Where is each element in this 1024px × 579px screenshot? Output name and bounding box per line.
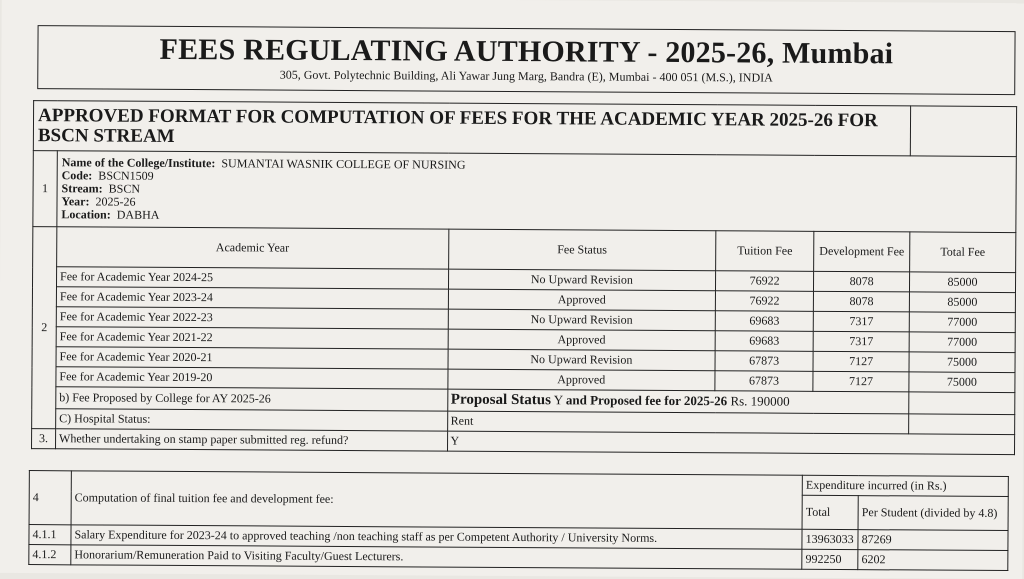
- undertaking-label: Whether undertaking on stamp paper submitted reg. refund?: [55, 429, 447, 451]
- fee-row-status: No Upward Revision: [448, 349, 716, 371]
- hospital-status-value: Rent: [447, 411, 909, 434]
- fee-row-year: Fee for Academic Year 2020-21: [56, 347, 448, 369]
- row-per-student: 6202: [858, 550, 1008, 571]
- computation-table: [28, 470, 1009, 571]
- section-4-number: 4: [29, 471, 71, 525]
- college-info: [57, 151, 1016, 233]
- college-name-value: SUMANTAI WASNIK COLLEGE OF NURSING: [221, 156, 466, 172]
- format-title: APPROVED FORMAT FOR COMPUTATION OF FEES FOR THE ACADEMIC YEAR 2025-26 FOR BSCN STREAM: [33, 101, 910, 156]
- fee-row-development: 7127: [813, 371, 909, 392]
- fee-row-tuition: 76922: [716, 271, 814, 292]
- section-1-number: 1: [33, 151, 57, 227]
- authority-title: FEES REGULATING AUTHORITY - 2025-26, Mumbai: [159, 32, 894, 71]
- fee-row-year: Fee for Academic Year 2021-22: [56, 327, 448, 349]
- total-header: Total: [802, 495, 858, 529]
- row-per-student: 87269: [858, 530, 1008, 551]
- fee-row-development: 8078: [813, 291, 909, 312]
- fee-row-year: Fee for Academic Year 2023-24: [56, 287, 448, 309]
- proposal-status-value: Y: [553, 392, 563, 408]
- fee-format-table: [31, 100, 1017, 455]
- hospital-status-label: C) Hospital Status:: [56, 409, 448, 431]
- fee-row-status: Approved: [448, 289, 716, 311]
- header-total-fee: Total Fee: [910, 232, 1016, 273]
- fee-row-total: 85000: [910, 272, 1016, 293]
- year-label: Year:: [61, 194, 90, 209]
- section-2-number: 2: [32, 227, 57, 429]
- fee-row-development: 7127: [813, 351, 909, 372]
- proposal-status-label: Proposal Status: [450, 391, 552, 409]
- fee-row-status: Approved: [447, 369, 715, 391]
- fee-row-tuition: 69683: [715, 311, 813, 332]
- code-label: Code:: [61, 168, 93, 183]
- fee-row-tuition: 76922: [716, 291, 814, 312]
- fee-row-year: Fee for Academic Year 2019-20: [56, 367, 448, 389]
- stream-value: BSCN: [108, 181, 141, 196]
- proposed-fee-label-text: and Proposed fee for 2025-26: [565, 392, 728, 409]
- fee-row-status: No Upward Revision: [448, 269, 716, 291]
- section-3-number: 3.: [32, 429, 56, 449]
- year-value: 2025-26: [95, 194, 136, 209]
- header-development-fee: Development Fee: [814, 231, 910, 272]
- college-name-label: Name of the College/Institute:: [61, 155, 216, 171]
- fee-row-status: No Upward Revision: [448, 309, 716, 331]
- fee-row-total: 85000: [909, 292, 1015, 313]
- row-label: Honorarium/Remuneration Paid to Visiting Faculty/Guest Lecturers.: [71, 545, 802, 569]
- fee-row-total: 75000: [909, 372, 1015, 393]
- fee-row-development: 7317: [813, 331, 909, 352]
- header-fee-status: Fee Status: [448, 229, 716, 271]
- expenditure-header: Expenditure incurred (in Rs.): [802, 475, 1008, 496]
- proposed-fee-value: Rs. 190000: [730, 393, 790, 409]
- row-number: 4.1.2: [29, 545, 71, 565]
- fee-row-development: 7317: [813, 311, 909, 332]
- fee-row-total: 75000: [909, 352, 1015, 373]
- proposed-fee-label: b) Fee Proposed by College for AY 2025-26: [56, 387, 448, 411]
- location-value: DABHA: [116, 207, 160, 222]
- fee-row-tuition: 69683: [715, 331, 813, 352]
- undertaking-value: Y: [447, 431, 1015, 454]
- fee-row-year: Fee for Academic Year 2022-23: [56, 307, 448, 329]
- fee-row-development: 8078: [814, 271, 910, 292]
- fee-row-tuition: 67873: [715, 351, 813, 372]
- header-academic-year: Academic Year: [57, 227, 449, 269]
- format-title-blank: [910, 106, 1016, 157]
- fee-row-total: 77000: [909, 312, 1015, 333]
- row-total: 992250: [802, 549, 858, 569]
- location-label: Location:: [61, 207, 111, 222]
- fee-row-total: 77000: [909, 332, 1015, 353]
- authority-header: [37, 25, 1015, 95]
- header-tuition-fee: Tuition Fee: [716, 231, 814, 272]
- stream-label: Stream:: [61, 181, 103, 196]
- per-student-header: Per Student (divided by 4.8): [858, 496, 1008, 531]
- fee-row-tuition: 67873: [715, 371, 813, 392]
- proposal-blank: [909, 392, 1015, 415]
- fee-row-status: Approved: [448, 329, 716, 351]
- authority-address: 305, Govt. Polytechnic Building, Ali Yawar Jung Marg, Bandra (E), Mumbai - 400 051 (M.S.), INDIA: [279, 67, 773, 85]
- fee-row-year: Fee for Academic Year 2024-25: [56, 267, 448, 289]
- computation-label: Computation of final tuition fee and development fee:: [71, 471, 802, 529]
- row-total: 13963033: [802, 529, 858, 549]
- row-label: Salary Expenditure for 2023-24 to approved teaching /non teaching staff as per Competent Authority / University Norms.: [71, 525, 802, 549]
- row-number: 4.1.1: [29, 525, 71, 545]
- proposal-status-cell: [447, 389, 909, 414]
- hospital-blank: [909, 414, 1015, 435]
- code-value: BSCN1509: [98, 168, 154, 183]
